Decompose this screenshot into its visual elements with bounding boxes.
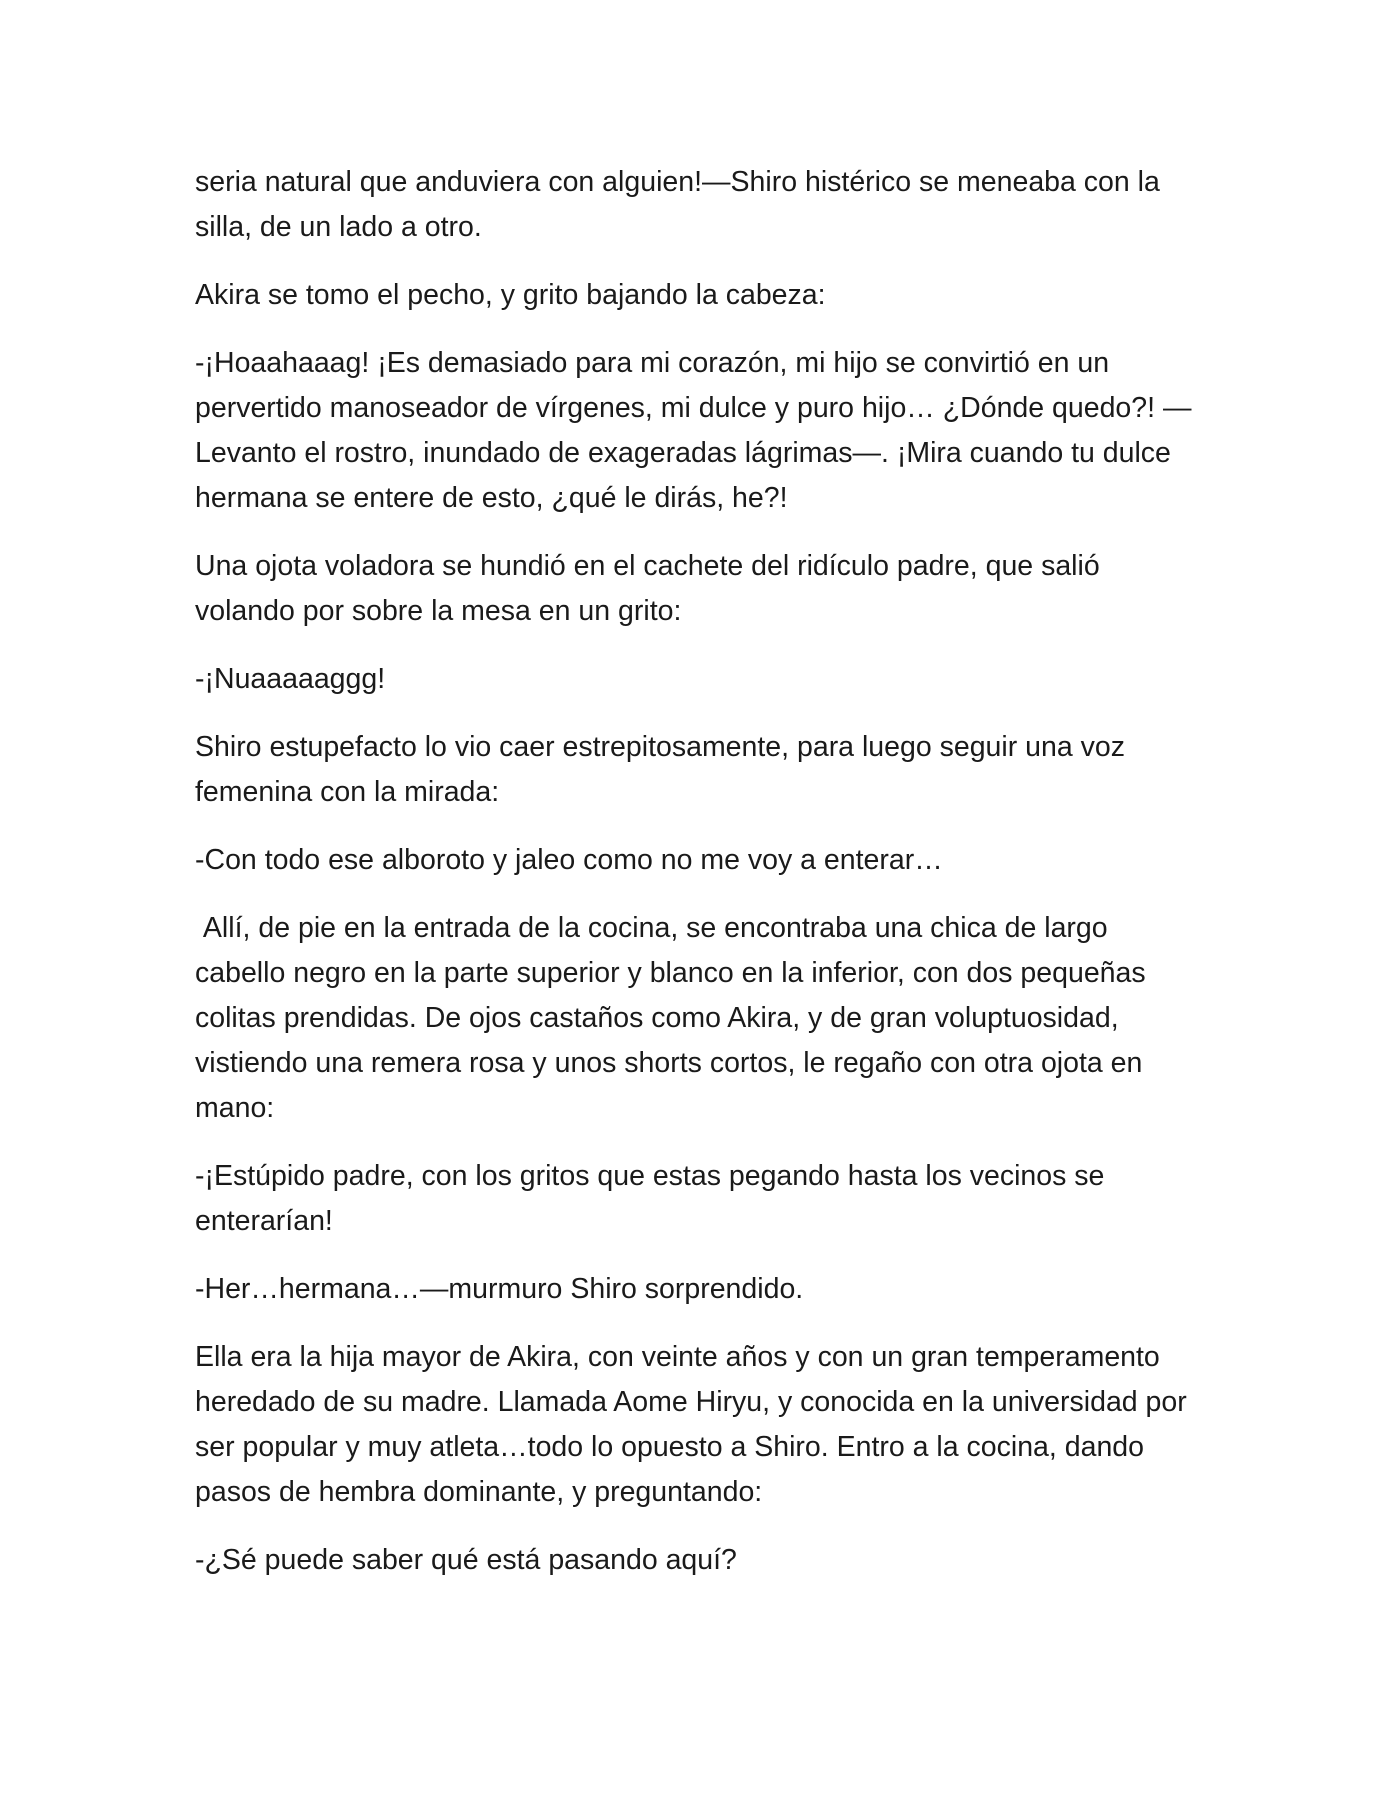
paragraph: Ella era la hija mayor de Akira, con veinte años y con un gran temperamento heredado de su madre. Llamada Aome Hiryu, y conocida en la universidad por ser popular y muy atleta…todo lo opuesto a Shiro. Entro a la cocina, dando pasos de hembra dominante, y preguntando: — [195, 1341, 1195, 1508]
paragraph: -Her…hermana…—murmuro Shiro sorprendido. — [195, 1273, 804, 1305]
paragraph: seria natural que anduviera con alguien!—Shiro histérico se meneaba con la silla, de un lado a otro. — [195, 166, 1168, 243]
paragraph: -¡Estúpido padre, con los gritos que estas pegando hasta los vecinos se enterarían! — [195, 1160, 1113, 1237]
paragraph: -Con todo ese alboroto y jaleo como no me voy a enterar… — [195, 844, 943, 876]
paragraph: -¡Hoaahaaag! ¡Es demasiado para mi corazón, mi hijo se convirtió en un pervertido manoseador de vírgenes, mi dulce y puro hijo… ¿Dónde quedo?! —Levanto el rostro, inundado de exageradas lágrimas—. ¡Mira cuando tu dulce hermana se entere de esto, ¿qué le dirás, he?! — [195, 347, 1192, 514]
paragraph: Allí, de pie en la entrada de la cocina, se encontraba una chica de largo cabello negro en la parte superior y blanco en la inferior, con dos pequeñas colitas prendidas. De ojos castaños como Akira, y de gran voluptuosidad, vistiendo una remera rosa y unos shorts cortos, le regaño con otra ojota en mano: — [195, 912, 1154, 1124]
paragraph: Shiro estupefacto lo vio caer estrepitosamente, para luego seguir una voz femenina con la mirada: — [195, 731, 1133, 808]
paragraph: Akira se tomo el pecho, y grito bajando la cabeza: — [195, 279, 826, 311]
paragraph: -¿Sé puede saber qué está pasando aquí? — [195, 1544, 737, 1576]
paragraph: Una ojota voladora se hundió en el cachete del ridículo padre, que salió volando por sobre la mesa en un grito: — [195, 550, 1108, 627]
document-body — [195, 160, 1205, 1606]
paragraph: -¡Nuaaaaaggg! — [195, 663, 386, 695]
